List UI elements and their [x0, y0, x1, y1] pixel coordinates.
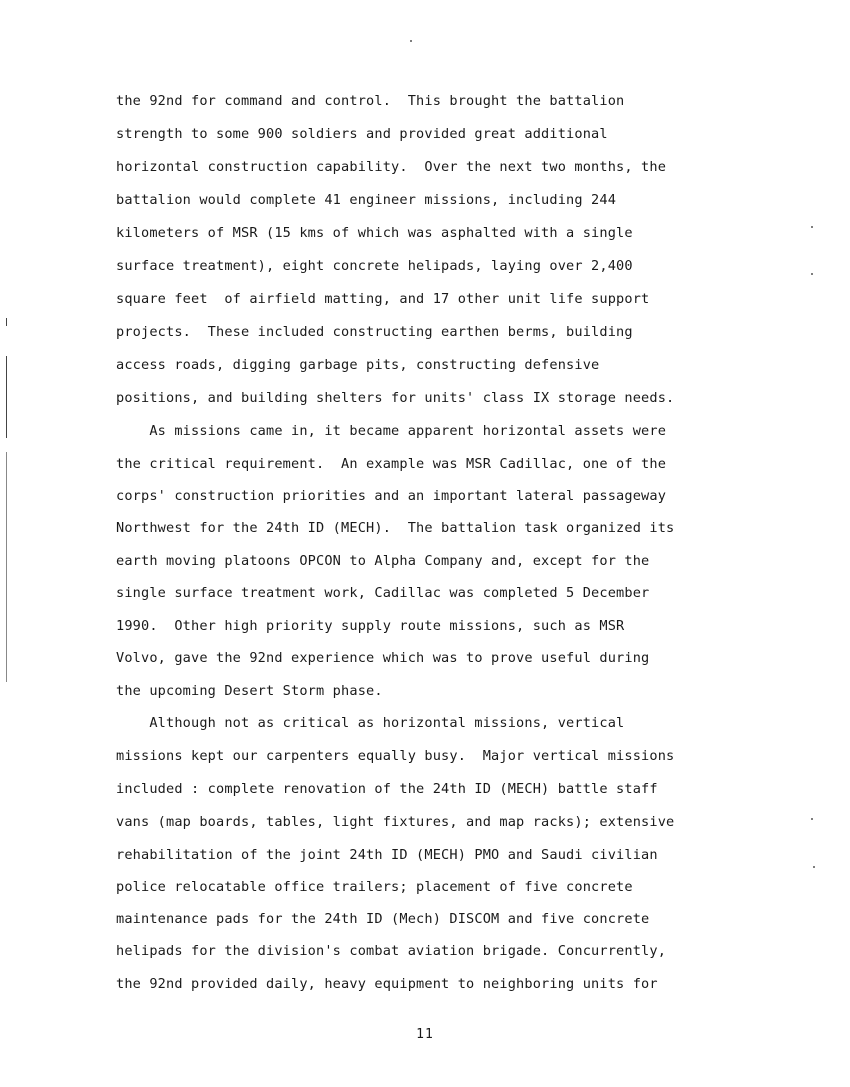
text-line: corps' construction priorities and an important lateral passageway: [116, 488, 667, 504]
text-line: rehabilitation of the joint 24th ID (MECH) PMO and Saudi civilian: [116, 847, 658, 863]
text-line: positions, and building shelters for units' class IX storage needs.: [116, 390, 675, 406]
text-line: square feet of airfield matting, and 17 other unit life support: [116, 291, 650, 307]
scan-speck: [811, 818, 813, 820]
scan-speck: [813, 866, 815, 868]
text-line: maintenance pads for the 24th ID (Mech) DISCOM and five concrete: [116, 911, 650, 927]
text-line: access roads, digging garbage pits, constructing defensive: [116, 357, 600, 373]
text-line: the critical requirement. An example was MSR Cadillac, one of the: [116, 456, 667, 472]
text-line: battalion would complete 41 engineer missions, including 244: [116, 192, 617, 208]
text-line: earth moving platoons OPCON to Alpha Company and, except for the: [116, 553, 650, 569]
text-line: police relocatable office trailers; placement of five concrete: [116, 879, 633, 895]
text-line: the 92nd provided daily, heavy equipment to neighboring units for: [116, 976, 658, 992]
text-line: surface treatment), eight concrete helipads, laying over 2,400: [116, 258, 633, 274]
text-line: kilometers of MSR (15 kms of which was asphalted with a single: [116, 225, 633, 241]
text-line: the 92nd for command and control. This brought the battalion: [116, 93, 625, 109]
text-line: projects. These included constructing earthen berms, building: [116, 324, 633, 340]
text-line: 1990. Other high priority supply route missions, such as MSR: [116, 618, 625, 634]
text-line: strength to some 900 soldiers and provided great additional: [116, 126, 608, 142]
text-line: Volvo, gave the 92nd experience which was to prove useful during: [116, 650, 650, 666]
text-line: included : complete renovation of the 24th ID (MECH) battle staff: [116, 781, 658, 797]
text-line: Although not as critical as horizontal missions, vertical: [116, 715, 625, 731]
text-line: the upcoming Desert Storm phase.: [116, 683, 383, 699]
text-line: single surface treatment work, Cadillac was completed 5 December: [116, 585, 650, 601]
text-line: horizontal construction capability. Over the next two months, the: [116, 159, 667, 175]
scan-speck: [811, 273, 813, 275]
text-line: As missions came in, it became apparent horizontal assets were: [116, 423, 667, 439]
scan-mark: [6, 452, 7, 682]
text-line: Northwest for the 24th ID (MECH). The battalion task organized its: [116, 520, 675, 536]
text-line: helipads for the division's combat aviation brigade. Concurrently,: [116, 943, 667, 959]
scan-speck: [811, 226, 813, 228]
scan-speck: [410, 40, 412, 42]
page-number: 11: [416, 1027, 434, 1042]
text-line: vans (map boards, tables, light fixtures, and map racks); extensive: [116, 814, 675, 830]
text-line: missions kept our carpenters equally busy. Major vertical missions: [116, 748, 675, 764]
scan-mark: [6, 318, 7, 326]
scan-mark: [6, 356, 7, 438]
